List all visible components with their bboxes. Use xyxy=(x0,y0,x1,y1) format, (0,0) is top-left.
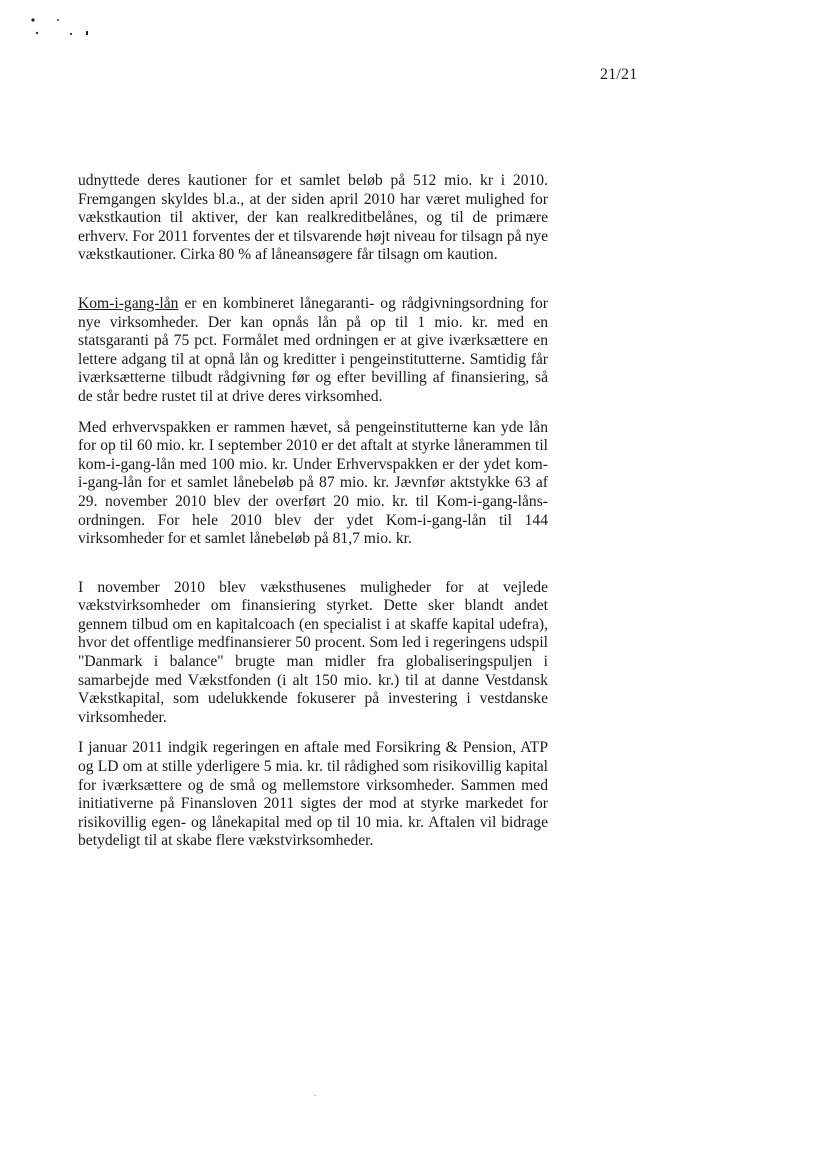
paragraph-kom-i-gang-laan xyxy=(78,295,548,407)
paragraph-vaekstkaution: udnyttede deres kautioner for et samlet beløb på 512 mio. kr i 2010. Fremgangen skyldes bl.a., at der siden april 2010 har været mulighed for vækstkaution til aktiver, der kan realkreditbelånes, og til de primære erhverv. For 2011 forventes der et tilsvarende højt niveau for tilsagn på nye vækstkautioner. Cirka 80 % af låneansøgere får tilsagn om kaution. xyxy=(78,172,548,264)
scan-mark xyxy=(314,1095,316,1096)
body-text xyxy=(78,172,548,851)
paragraph-erhvervspakken: Med erhvervspakken er rammen hævet, så pengeinstitutterne kan yde lån for op til 60 mio. kr. I september 2010 er det aftalt at styrke lånerammen til kom-i-gang-lån med 100 mio. kr. Under Erhvervspakken er der ydet kom-i-gang-lån for et samlet lånebeløb på 87 mio. kr. Jævnfør aktstykke 63 af 29. november 2010 blev der overført 20 mio. kr. til Kom-i-gang-låns-ordningen. For hele 2010 blev der ydet Kom-i-gang-lån til 144 virksomheder for et samlet lånebeløb på 81,7 mio. kr. xyxy=(78,418,548,548)
scan-specks xyxy=(28,16,108,42)
paragraph-vaeksthusene: I november 2010 blev væksthusenes muligheder for at vejlede vækstvirksomheder om finansiering styrket. Dette sker blandt andet gennem tilbud om en kapitalcoach (en specialist i at skaffe kapital udefra), hvor det offentlige medfinansierer 50 procent. Som led i regeringens udspil "Danmark i balance" brugte man midler fra globaliseringspuljen i samarbejde med Vækstfonden (i alt 150 mio. kr.) til at danne Vestdansk Vækstkapital, som udelukkende fokuserer på investering i vestdanske virksomheder. xyxy=(78,578,548,726)
page-number: 21/21 xyxy=(600,66,638,83)
term-kom-i-gang-laan: Kom-i-gang-lån xyxy=(78,294,179,312)
paragraph-risikovillig-kapital: I januar 2011 indgik regeringen en aftale med Forsikring & Pension, ATP og LD om at stille yderligere 5 mia. kr. til rådighed som risikovillig kapital for iværksættere og de små og mellemstore virksomheder. Sammen med initiativerne på Finansloven 2011 sigtes der mod at styrke markedet for risikovillig egen- og lånekapital med op til 10 mia. kr. Aftalen vil bidrage betydeligt til at skabe flere vækstvirksomheder. xyxy=(78,739,548,850)
paragraph-text: er en kombineret lånegaranti- og rådgivningsordning for nye virksomheder. Der kan opnås lån på op til 1 mio. kr. med en statsgaranti på 75 pct. Formålet med ordningen er at give iværksættere en lettere adgang til at opnå lån og kreditter i pengeinstitutterne. Samtidig får iværksætterne tilbudt rådgivning før og efter bevilling af finansiering, så de står bedre rustet til at drive deres virksomhed. xyxy=(78,294,548,405)
